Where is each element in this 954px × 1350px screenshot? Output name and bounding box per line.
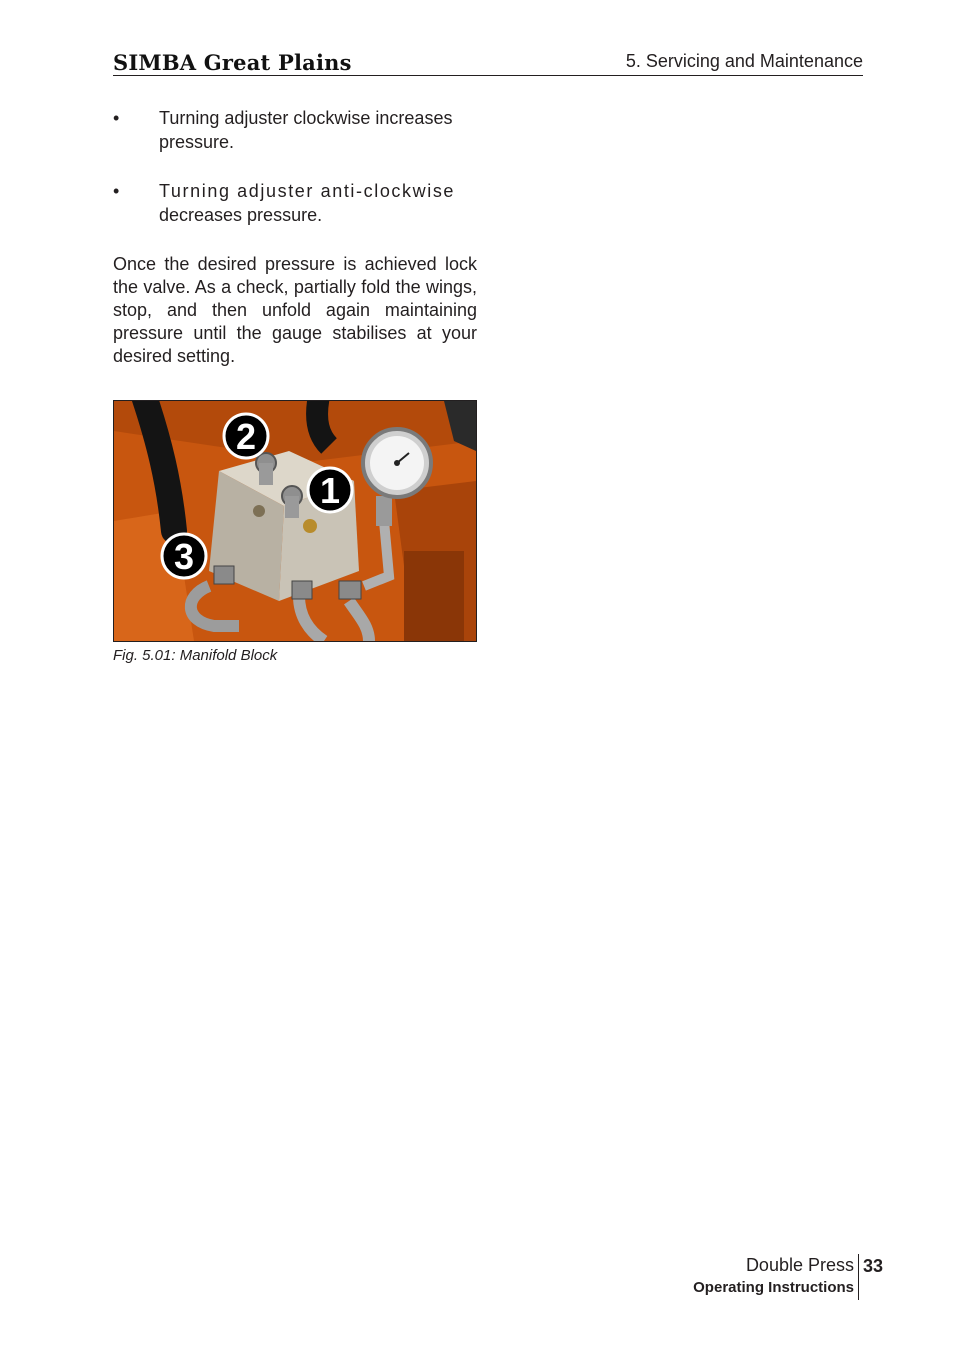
page-header	[113, 48, 863, 76]
bullet-text-line: decreases pressure.	[159, 204, 323, 225]
page-footer	[693, 1254, 859, 1300]
callout-3-label: 3	[173, 536, 195, 577]
bullet-text-line: Turning adjuster anti-clockwise	[159, 181, 456, 201]
page-number: 33	[863, 1256, 884, 1276]
callout-1	[308, 468, 352, 512]
bullet-item	[113, 180, 477, 227]
document-subtitle: Operating Instructions	[693, 1279, 854, 1296]
main-content	[113, 107, 477, 386]
bullet-text-line: Turning adjuster clockwise increases	[159, 108, 453, 128]
callout-1-label: 1	[319, 470, 341, 511]
instruction-paragraph: Once the desired pressure is achieved lock the valve. As a check, partially fold the wings, stop, and then unfold again maintaining pressure until the gauge stabilises at your desired setting.	[113, 254, 477, 366]
callout-2-label: 2	[235, 416, 257, 457]
callout-2	[224, 414, 268, 458]
product-name: Double Press	[745, 1255, 854, 1275]
manifold-block-photo	[113, 400, 477, 642]
bullet-marker: •	[113, 108, 120, 128]
bullet-item	[113, 107, 477, 154]
bullet-marker: •	[113, 181, 120, 201]
brand-logo: SIMBA Great Plains	[113, 50, 352, 75]
section-title: 5. Servicing and Maintenance	[625, 51, 863, 71]
bullet-text-line: pressure.	[159, 131, 235, 152]
figure-caption: Fig. 5.01: Manifold Block	[113, 647, 278, 664]
callout-3	[162, 534, 206, 578]
